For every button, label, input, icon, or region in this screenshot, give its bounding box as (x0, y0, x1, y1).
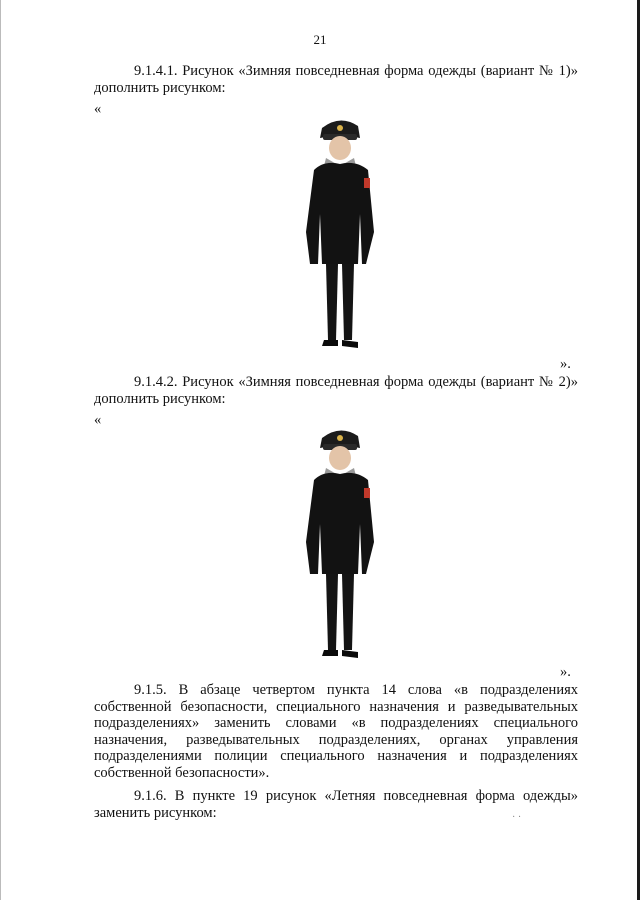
paragraph-9-1-4-2 (94, 374, 578, 407)
scan-edge-left (0, 0, 1, 900)
quote-close-2: ». (560, 664, 571, 680)
paragraph-9-1-5-text: 9.1.5. В абзаце четвертом пункта 14 слова «в подразделениях собственной безопасности, специального назначения и разведывательных подразделениях» заменить словами «в подразделениях специального назначения, разведывательных подразделениях, органах управления подразделениями полиции специального назначения и подразделениях собственной безопасности». (94, 682, 578, 781)
scan-speck: · · (512, 812, 522, 823)
paragraph-9-1-6 (94, 788, 578, 821)
paragraph-9-1-5 (94, 682, 578, 781)
officer-figure-icon (296, 114, 386, 358)
quote-open-1: « (94, 101, 102, 117)
page-number: 21 (313, 32, 327, 47)
paragraph-9-1-4-1 (94, 63, 578, 96)
paragraph-9-1-6-text: 9.1.6. В пункте 19 рисунок «Летняя повседневная форма одежды» заменить рисунком: (94, 788, 578, 821)
quote-close-1: ». (560, 356, 571, 372)
paragraph-9-1-4-1-text: 9.1.4.1. Рисунок «Зимняя повседневная форма одежды (вариант № 1)» дополнить рисунком: (94, 63, 578, 96)
paragraph-9-1-4-2-text: 9.1.4.2. Рисунок «Зимняя повседневная форма одежды (вариант № 2)» дополнить рисунком: (94, 374, 578, 407)
quote-open-2: « (94, 412, 102, 428)
officer-figure-icon (296, 424, 386, 668)
